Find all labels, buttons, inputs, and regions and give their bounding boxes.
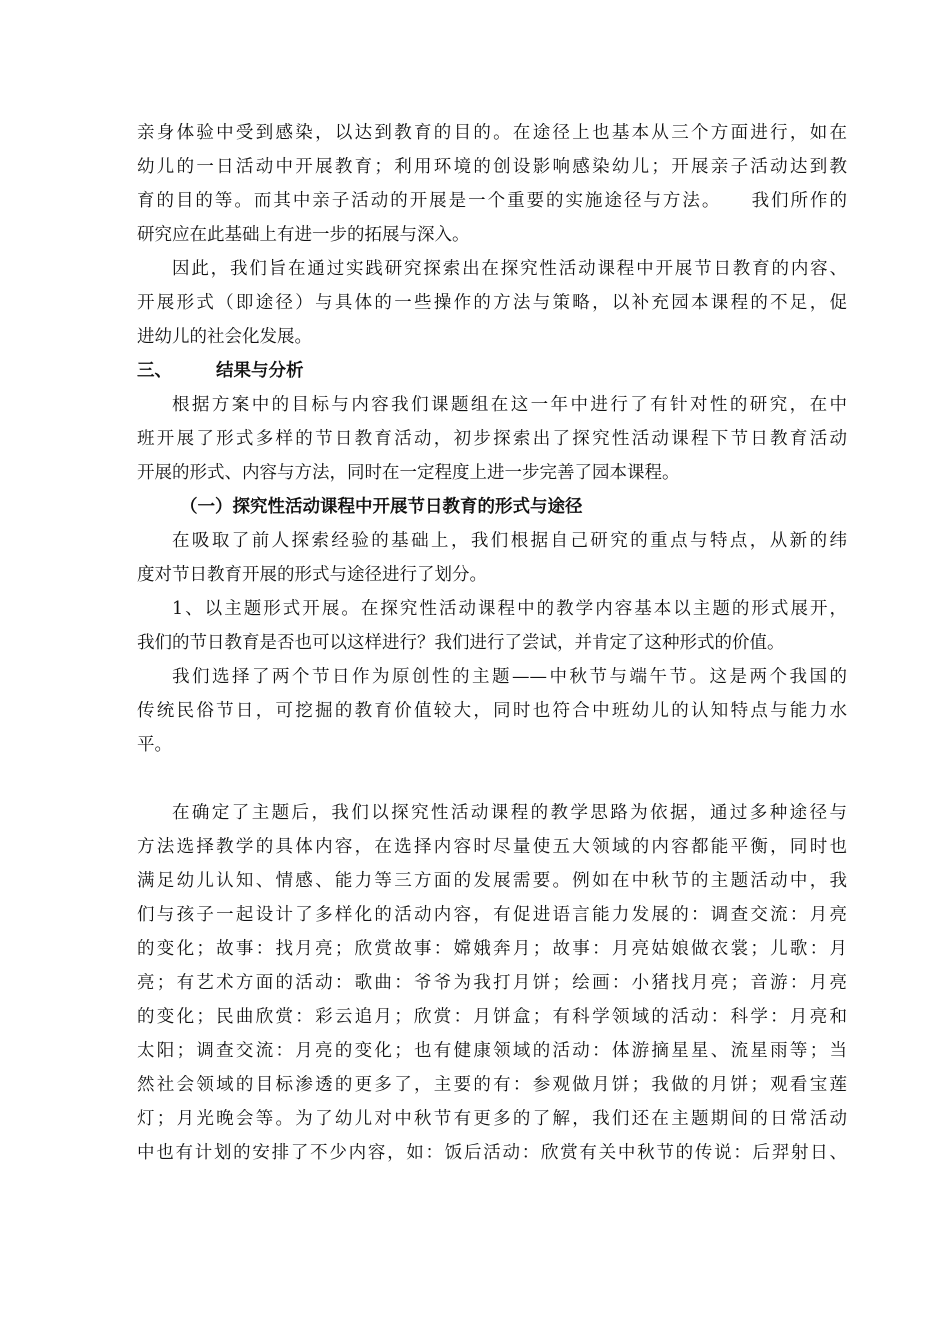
paragraph-line: 在吸取了前人探索经验的基础上，我们根据自己研究的重点与特点，从新的纬	[172, 531, 847, 551]
paragraph-line: 幼儿的一日活动中开展教育；利用环境的创设影响感染幼儿；开展亲子活动达到教	[137, 157, 847, 177]
paragraph-line: 中也有计划的安排了不少内容，如：饭后活动：欣赏有关中秋节的传说：后羿射日、	[137, 1143, 847, 1163]
section-heading	[137, 354, 847, 388]
paragraph-line: 在确定了主题后，我们以探究性活动课程的教学思路为依据，通过多种途径与	[172, 803, 847, 823]
paragraph-line: 传统民俗节日，可挖掘的教育价值较大，同时也符合中班幼儿的认知特点与能力水	[137, 701, 847, 721]
paragraph-line: 我们的节日教育是否也可以这样进行？我们进行了尝试，并肯定了这种形式的价值。	[137, 633, 785, 653]
paragraph-line: 根据方案中的目标与内容我们课题组在这一年中进行了有针对性的研究，在中	[172, 395, 847, 415]
paragraph-line: 平。	[137, 735, 172, 755]
paragraph-line: 因此，我们旨在通过实践研究探索出在探究性活动课程中开展节日教育的内容、	[172, 259, 847, 279]
paragraph-line: 亮；有艺术方面的活动：歌曲：爷爷为我打月饼；绘画：小猪找月亮；音游：月亮	[137, 973, 847, 993]
subsection-heading: （一）探究性活动课程中开展节日教育的形式与途径	[180, 497, 583, 517]
paragraph-line: 进幼儿的社会化发展。	[137, 327, 312, 347]
paragraph-line: 灯；月光晚会等。为了幼儿对中秋节有更多的了解，我们还在主题期间的日常活动	[137, 1109, 847, 1129]
paragraph-line: 研究应在此基础上有进一步的拓展与深入。	[137, 225, 470, 245]
paragraph-line: 我们选择了两个节日作为原创性的主题——中秋节与端午节。这是两个我国的	[172, 667, 847, 687]
paragraph-line: 班开展了形式多样的节日教育活动，初步探索出了探究性活动课程下节日教育活动	[137, 429, 847, 449]
paragraph-line: 开展形式（即途径）与具体的一些操作的方法与策略，以补充园本课程的不足，促	[137, 293, 847, 313]
paragraph-line: 亲身体验中受到感染，以达到教育的目的。在途径上也基本从三个方面进行，如在	[137, 123, 847, 143]
section-heading-number: 三、	[137, 361, 172, 381]
paragraph-line: 满足幼儿认知、情感、能力等三方面的发展需要。例如在中秋节的主题活动中，我	[137, 871, 847, 891]
paragraph-line: 的变化；故事：找月亮；欣赏故事：嫦娥奔月；故事：月亮姑娘做衣裳；儿歌：月	[137, 939, 847, 959]
paragraph-line: 育的目的等。而其中亲子活动的开展是一个重要的实施途径与方法。 我们所作的	[137, 191, 847, 211]
section-heading-title: 结果与分析	[216, 361, 304, 381]
paragraph-line: 太阳；调查交流：月亮的变化；也有健康领域的活动：体游摘星星、流星雨等；当	[137, 1041, 847, 1061]
paragraph-line: 1、以主题形式开展。在探究性活动课程中的教学内容基本以主题的形式展开，	[172, 599, 847, 619]
paragraph-line: 们与孩子一起设计了多样化的活动内容，有促进语言能力发展的：调查交流：月亮	[137, 905, 847, 925]
paragraph-line: 方法选择教学的具体内容，在选择内容时尽量使五大领域的内容都能平衡，同时也	[137, 837, 847, 857]
paragraph-line: 的变化；民曲欣赏：彩云追月；欣赏：月饼盒；有科学领域的活动：科学：月亮和	[137, 1007, 847, 1027]
paragraph-line: 然社会领域的目标渗透的更多了，主要的有：参观做月饼；我做的月饼；观看宝莲	[137, 1075, 847, 1095]
paragraph-line: 开展的形式、内容与方法，同时在一定程度上进一步完善了园本课程。	[137, 463, 680, 483]
paragraph-line: 度对节日教育开展的形式与途径进行了划分。	[137, 565, 487, 585]
